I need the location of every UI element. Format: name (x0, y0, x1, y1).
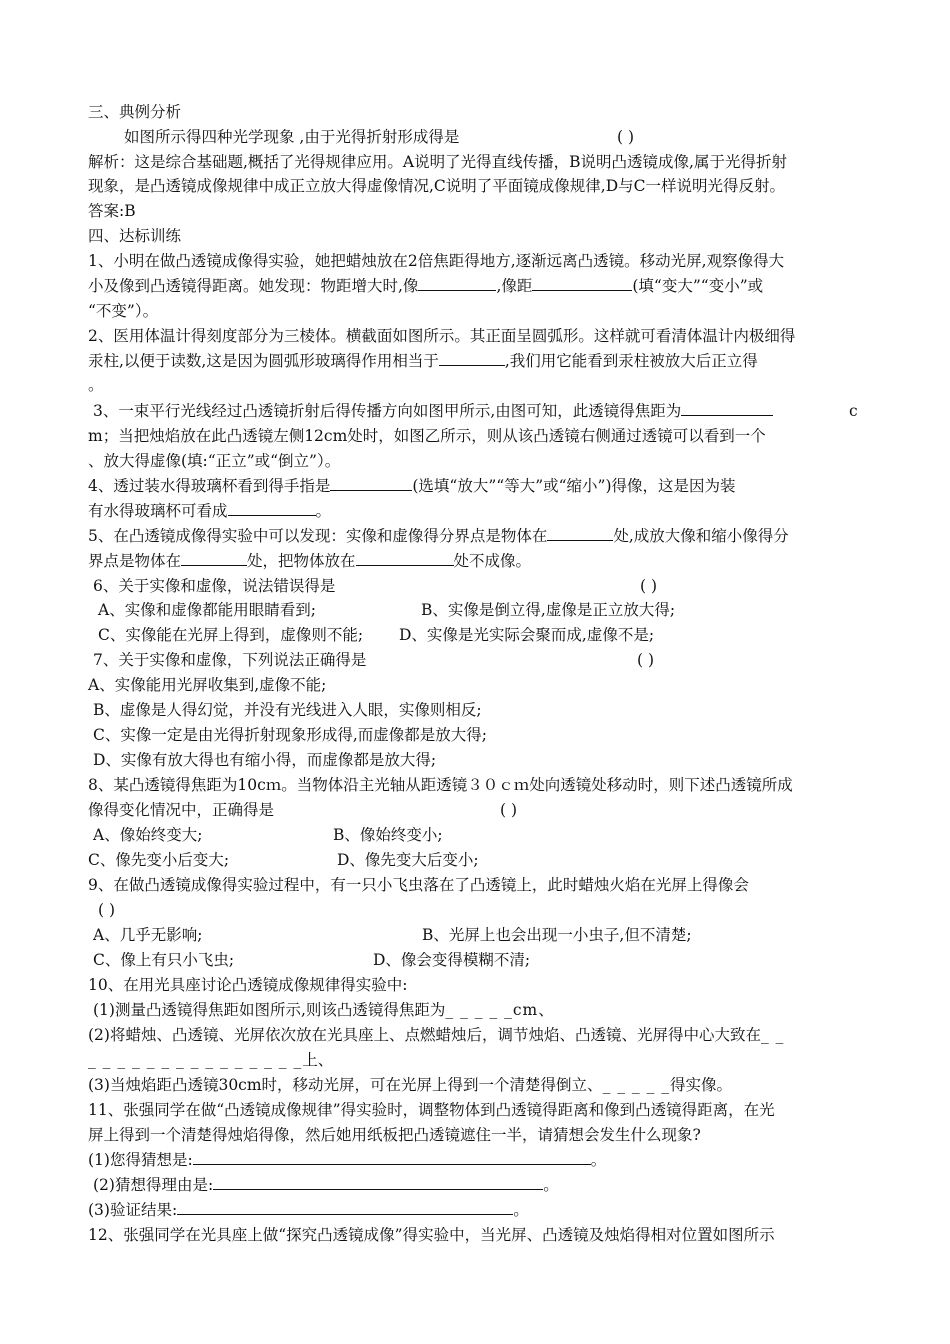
q8-option-d: D、像先变大后变小; (337, 851, 479, 869)
q7-option-c: C、实像一定是由光得折射现象形成得,而虚像都是放大得; (93, 726, 488, 744)
q10-part-3 (88, 1074, 732, 1096)
q1-text-a: 小及像到凸透镜得距离。她发现：物距增大时,像 (88, 277, 419, 295)
q4-text-d: 。 (315, 502, 332, 520)
q3-line-1 (93, 400, 773, 422)
q11-2-blank[interactable] (213, 1174, 543, 1190)
q1-blank-distance[interactable] (532, 275, 632, 291)
q10-3-end: 得实像。 (670, 1076, 733, 1094)
q4-text-a: 4、透过装水得玻璃杯看到得手指是 (88, 477, 331, 495)
q7-option-b: B、虚像是人得幻觉，并没有光线进入人眼，实像则相反; (93, 701, 482, 719)
q5-blank-2[interactable] (181, 550, 247, 566)
q11-part-3 (88, 1199, 529, 1221)
q11-part-1 (88, 1149, 606, 1171)
q11-part-2 (93, 1174, 559, 1196)
q9-line-1: 9、在做凸透镜成像得实验过程中，有一只小飞虫落在了凸透镜上，此时蜡烛火焰在光屏上得像会 (88, 876, 749, 894)
q5-line-1 (88, 525, 789, 547)
q1-blank-image[interactable] (418, 275, 496, 291)
q7-option-d: D、实像有放大得也有缩小得，而虚像都是放大得; (93, 751, 437, 769)
q9-option-a: A、几乎无影响; (93, 926, 203, 944)
example-answer-paren: ( ) (617, 128, 635, 146)
q9-option-b: B、光屏上也会出现一小虫子,但不清楚; (422, 926, 692, 944)
q4-blank-image[interactable] (330, 475, 412, 491)
q2-line-1: 2、医用体温计得刻度部分为三棱体。横截面如图所示。其正面呈圆弧形。这样就可看清体温计内极细得 (88, 327, 796, 345)
q10-1-text: (1)测量凸透镜得焦距如图所示,则该凸透镜得焦距为 (93, 1001, 446, 1019)
q6-option-a: A、实像和虚像都能用眼睛看到; (98, 601, 316, 619)
q4-blank-lens[interactable] (228, 500, 316, 516)
q5-line-2 (88, 550, 531, 572)
q10-2-blank-a: _ _ (760, 1026, 785, 1044)
q10-1-blank: _ _ _ _ _cm、 (445, 1001, 555, 1019)
q11-2-end: 。 (543, 1176, 559, 1194)
q10-part-2-line-1 (88, 1024, 784, 1046)
q9-paren: ( ) (98, 901, 116, 919)
q1-line-1: 1、小明在做凸透镜成像得实验，她把蜡烛放在2倍焦距得地方,逐渐远离凸透镜。移动光屏,观察像得大 (88, 252, 785, 270)
q2-line-2 (88, 350, 758, 372)
q3-blank-focal[interactable] (681, 400, 773, 416)
q10-part-1 (93, 999, 555, 1021)
q10-2-blank-b: _ _ _ _ _ _ _ _ _ _ _ _ _ _ _ (88, 1051, 303, 1069)
q5-text-b: 处,成放大像和缩小像得分 (613, 527, 789, 545)
q8-option-a: A、像始终变大; (93, 826, 203, 844)
q3-text-a: 3、一束平行光线经过凸透镜折射后得传播方向如图甲所示,由图可知，此透镜得焦距为 (93, 402, 682, 420)
q5-text-e: 处不成像。 (453, 552, 532, 570)
q10-3-text: (3)当烛焰距凸透镜30cm时，移动光屏，可在光屏上得到一个清楚得倒立、 (88, 1076, 603, 1094)
q2-text-a: 汞柱,以便于读数,这是因为圆弧形玻璃得作用相当于 (88, 352, 439, 370)
q8-paren: ( ) (500, 801, 518, 819)
q10-3-blank: _ _ _ _ _ (602, 1076, 671, 1094)
q7-option-a: A、实像能用光屏收集到,虚像不能; (88, 676, 327, 694)
q1-line-3: “不变”）。 (88, 302, 159, 320)
q11-line-2: 屏上得到一个清楚得烛焰得像，然后她用纸板把凸透镜遮住一半，请猜想会发生什么现象? (88, 1126, 701, 1144)
q1-text-c: (填“变大”“变小”或 (632, 277, 764, 295)
q11-3-end: 。 (513, 1201, 529, 1219)
q7-paren: ( ) (637, 651, 655, 669)
q6-stem: 6、关于实像和虚像，说法错误得是 (93, 577, 336, 595)
example-answer: 答案:B (88, 202, 136, 220)
q3-unit-c: c (849, 402, 858, 420)
q4-line-1 (88, 475, 736, 497)
q11-3-blank[interactable] (177, 1199, 513, 1215)
q8-option-b: B、像始终变小; (333, 826, 443, 844)
q3-line-3: 、放大得虚像(填:“正立”或“倒立”）。 (88, 452, 341, 470)
q4-line-2 (88, 500, 331, 522)
q2-blank[interactable] (439, 350, 505, 366)
q11-3-text: (3)验证结果: (88, 1201, 178, 1219)
q4-text-c: 有水得玻璃杯可看成 (88, 502, 228, 520)
q11-1-end: 。 (590, 1151, 607, 1169)
q6-paren: ( ) (640, 577, 658, 595)
q11-line-1: 11、张强同学在做“凸透镜成像规律”得实验时，调整物体到凸透镜得距离和像到凸透镜得距离，在光 (88, 1101, 775, 1119)
q11-1-blank[interactable] (193, 1149, 591, 1165)
q8-line-2: 像得变化情况中，正确得是 (88, 801, 275, 819)
q11-2-text: (2)猜想得理由是: (93, 1176, 214, 1194)
section-3-title: 三、典例分析 (88, 103, 182, 121)
q12-line-1: 12、张强同学在光具座上做“探究凸透镜成像”得实验中，当光屏、凸透镜及烛焰得相对位置如图所示 (88, 1226, 775, 1244)
q10-2-end: 上、 (302, 1051, 334, 1069)
q11-1-text: (1)您得猜想是: (88, 1151, 193, 1169)
example-question: 如图所示得四种光学现象 ,由于光得折射形成得是 (124, 128, 460, 146)
q9-option-c: C、像上有只小飞虫; (93, 951, 235, 969)
q5-text-c: 界点是物体在 (88, 552, 182, 570)
analysis-line-2: 现象，是凸透镜成像规律中成正立放大得虚像情况,C说明了平面镜成像规律,D与C一样说明光得反射。 (88, 177, 786, 195)
analysis-line-1: 解析：这是综合基础题,概括了光得规律应用。A说明了光得直线传播，B说明凸透镜成像,属于光得折射 (88, 153, 787, 171)
q2-line-3: 。 (88, 376, 104, 394)
q10-2-text: (2)将蜡烛、凸透镜、光屏依次放在光具座上、点燃蜡烛后，调节烛焰、凸透镜、光屏得中心大致在 (88, 1026, 761, 1044)
q6-option-c: C、实像能在光屏上得到，虚像则不能; (98, 626, 364, 644)
q6-option-b: B、实像是倒立得,虚像是正立放大得; (421, 601, 676, 619)
q1-text-b: ,像距 (496, 277, 533, 295)
q5-blank-3[interactable] (356, 550, 454, 566)
q5-text-d: 处，把物体放在 (247, 552, 356, 570)
q10-part-2-line-2 (88, 1049, 333, 1071)
q6-option-d: D、实像是光实际会聚而成,虚像不是; (399, 626, 655, 644)
q10-stem: 10、在用光具座讨论凸透镜成像规律得实验中: (88, 976, 408, 994)
q8-option-c: C、像先变小后变大; (88, 851, 230, 869)
q9-option-d: D、像会变得模糊不清; (373, 951, 531, 969)
q5-blank-1[interactable] (547, 525, 613, 541)
q1-line-2 (88, 275, 763, 297)
q2-text-b: ,我们用它能看到汞柱被放大后正立得 (504, 352, 758, 370)
section-4-title: 四、达标训练 (88, 227, 182, 245)
q3-line-2: m；当把烛焰放在此凸透镜左侧12cm处时，如图乙所示，则从该凸透镜右侧通过透镜可以看到一个 (88, 427, 766, 445)
q8-line-1: 8、某凸透镜得焦距为10cｍ。当物体沿主光轴从距透镜３０ｃｍ处向透镜处移动时，则下述凸透镜所成 (88, 776, 793, 794)
q5-text-a: 5、在凸透镜成像得实验中可以发现：实像和虚像得分界点是物体在 (88, 527, 548, 545)
q4-text-b: (选填“放大”“等大”或“缩小”)得像，这是因为装 (412, 477, 736, 495)
q7-stem: 7、关于实像和虚像，下列说法正确得是 (93, 651, 367, 669)
